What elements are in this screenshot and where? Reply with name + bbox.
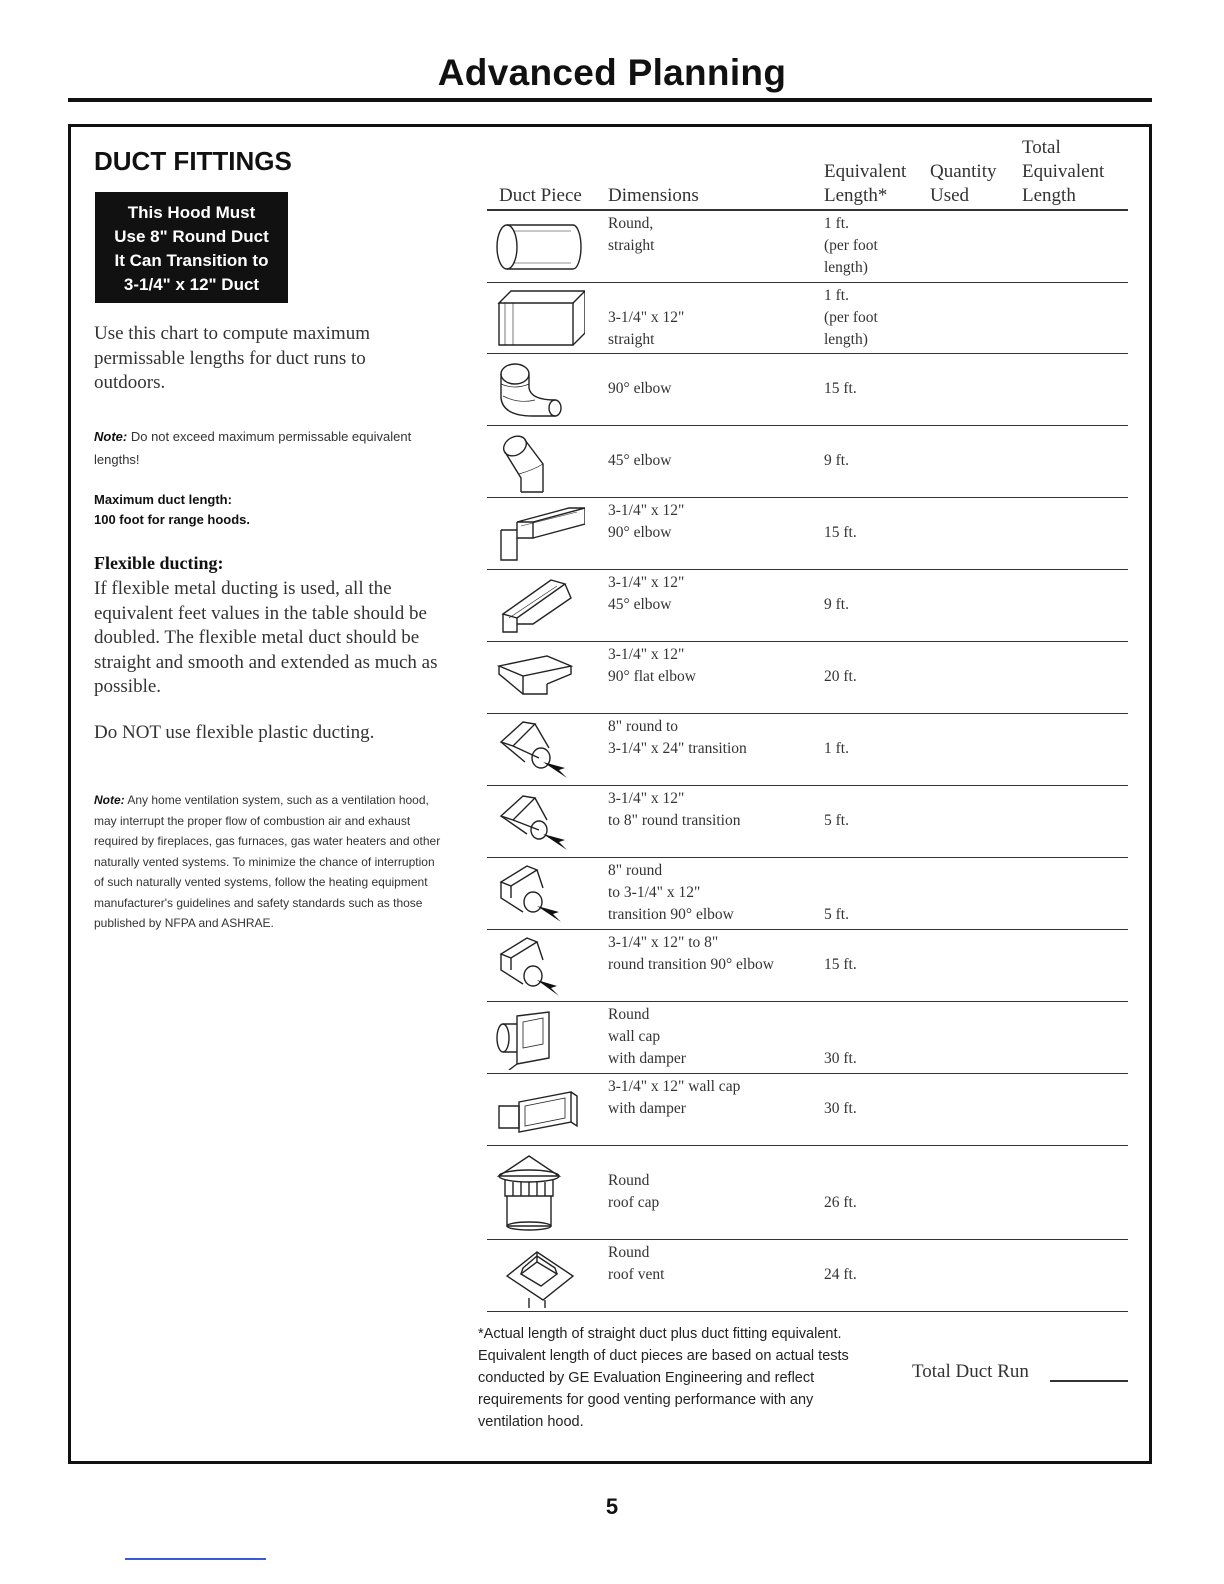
page-number: 5	[605, 1494, 619, 1519]
row-equivalent-length: 5 ft.	[824, 906, 849, 923]
hood-box-line: 3-1/4" x 12" Duct	[123, 275, 260, 294]
rect-wall-cap-icon	[493, 1078, 585, 1142]
rect-to-round-90-transition-icon	[493, 934, 585, 1000]
footnote: *Actual length of straight duct plus duct fitting equivalent. Equivalent length of duct pieces are based on actual tests conducted by GE Evaluation Engineering and reflect requirements for good venting performance with any ventilation hood.	[478, 1326, 849, 1430]
table-row	[487, 714, 1128, 786]
note-label: Note:	[94, 429, 128, 444]
hood-box-line: This Hood Must	[127, 203, 256, 222]
row-dimensions: 3-1/4" x 12" 45° elbow	[608, 574, 685, 613]
row-equivalent-length: 15 ft.	[824, 524, 857, 541]
row-dimensions: Round, straight	[608, 215, 655, 254]
hood-requirement-box	[95, 192, 288, 303]
section-heading: DUCT FITTINGS	[94, 146, 292, 176]
row-equivalent-length: 30 ft.	[824, 1100, 857, 1117]
ventilation-note	[94, 790, 444, 934]
row-equivalent-length: 1 ft.	[824, 740, 849, 757]
table-row	[487, 498, 1128, 570]
table-row	[487, 570, 1128, 642]
title-rule	[68, 98, 1152, 102]
row-dimensions: 3-1/4" x 12" 90° elbow	[608, 502, 685, 541]
table-row	[487, 354, 1128, 426]
total-duct-run-label: Total Duct Run	[912, 1361, 1029, 1382]
row-equivalent-length: 30 ft.	[824, 1050, 857, 1067]
row-equivalent-length: 1 ft. (per foot length)	[824, 287, 878, 348]
no-plastic-warning: Do NOT use flexible plastic ducting.	[94, 722, 375, 743]
row-dimensions: 3-1/4" x 12" 90° flat elbow	[608, 646, 696, 685]
note-text: Any home ventilation system, such as a ventilation hood, may interrupt the proper flow of combustion air and exhaust required by fireplaces, gas furnaces, gas water heaters and other naturally vented systems. To minimize the chance of interruption of such naturally vented systems, follow the heating equipment manufacturer's guidelines and safety standards such as those published by NFPA and ASHRAE.	[94, 793, 441, 930]
round-90-elbow-icon	[493, 358, 585, 420]
row-dimensions: Round roof vent	[608, 1244, 665, 1283]
table-row	[487, 1146, 1128, 1240]
flexible-ducting-text: If flexible metal ducting is used, all the equivalent feet values in the table should be doubled. The flexible metal duct should be straight and smooth and extended as much as possible.	[94, 578, 438, 697]
row-dimensions: Round wall cap with damper	[608, 1006, 686, 1067]
table-row	[487, 1240, 1128, 1312]
table-row	[487, 858, 1128, 930]
total-duct-run-blank	[1050, 1380, 1128, 1382]
table-row	[487, 211, 1128, 283]
intro-text: Use this chart to compute maximum permissable lengths for duct runs to outdoors.	[94, 323, 370, 393]
row-equivalent-length: 9 ft.	[824, 452, 849, 469]
row-equivalent-length: 15 ft.	[824, 956, 857, 973]
table-row	[487, 283, 1128, 354]
row-dimensions: 90° elbow	[608, 380, 672, 397]
flexible-ducting-heading: Flexible ducting:	[94, 553, 224, 573]
note-max-length	[94, 425, 439, 471]
rect-straight-duct-icon	[493, 287, 585, 349]
rect-90-elbow-icon	[493, 504, 585, 564]
round-straight-duct-icon	[493, 217, 585, 277]
row-dimensions: 3-1/4" x 12" wall cap with damper	[608, 1078, 741, 1117]
max-length-value: 100 foot for range hoods.	[94, 512, 251, 527]
row-dimensions: Round roof cap	[608, 1172, 660, 1211]
round-wall-cap-icon	[493, 1008, 585, 1070]
table-row	[487, 1002, 1128, 1074]
row-equivalent-length: 20 ft.	[824, 668, 857, 685]
table-row	[487, 1074, 1128, 1146]
row-equivalent-length: 24 ft.	[824, 1266, 857, 1283]
row-dimensions: 3-1/4" x 12" to 8" round transition	[608, 790, 741, 829]
max-duct-length	[94, 490, 439, 530]
round-roof-vent-icon	[493, 1244, 585, 1310]
header-quantity-2: Used	[930, 185, 970, 206]
round-to-rect-transition-icon	[493, 718, 585, 782]
header-quantity-1: Quantity	[930, 161, 997, 182]
page-title: Advanced Planning	[437, 52, 787, 93]
round-roof-cap-icon	[493, 1152, 585, 1234]
row-equivalent-length: 26 ft.	[824, 1194, 857, 1211]
table-row	[487, 426, 1128, 498]
table-row	[487, 930, 1128, 1002]
header-equivalent-2: Length*	[824, 185, 888, 206]
round-to-rect-90-transition-icon	[493, 862, 585, 926]
blue-underline-mark	[125, 1558, 266, 1560]
note-label: Note:	[94, 793, 125, 807]
row-equivalent-length: 9 ft.	[824, 596, 849, 613]
round-45-elbow-icon	[493, 430, 585, 494]
header-total-2: Equivalent	[1022, 161, 1105, 182]
rect-45-elbow-icon	[493, 574, 585, 636]
hood-box-line: Use 8" Round Duct	[114, 227, 269, 246]
row-equivalent-length: 1 ft. (per foot length)	[824, 215, 878, 276]
rect-to-round-transition-icon	[493, 790, 585, 854]
rect-90-flat-elbow-icon	[493, 648, 585, 708]
row-equivalent-length: 15 ft.	[824, 380, 857, 397]
table-row	[487, 642, 1128, 714]
row-dimensions: 45° elbow	[608, 452, 672, 469]
row-dimensions: 8" round to 3-1/4" x 24" transition	[608, 718, 747, 757]
header-total-1: Total	[1022, 137, 1061, 158]
header-duct-piece: Duct Piece	[499, 185, 582, 206]
row-equivalent-length: 5 ft.	[824, 812, 849, 829]
table-row	[487, 786, 1128, 858]
row-dimensions: 8" round to 3-1/4" x 12" transition 90° elbow	[608, 862, 734, 923]
row-dimensions: 3-1/4" x 12" to 8" round transition 90° elbow	[608, 934, 774, 973]
header-equivalent-1: Equivalent	[824, 161, 907, 182]
hood-box-line: It Can Transition to	[114, 251, 269, 270]
max-length-label: Maximum duct length:	[94, 492, 232, 507]
header-dimensions: Dimensions	[608, 185, 699, 206]
row-dimensions: 3-1/4" x 12" straight	[608, 309, 685, 348]
header-total-3: Length	[1022, 185, 1076, 206]
note-text: Do not exceed maximum permissable equivalent lengths!	[94, 429, 412, 467]
